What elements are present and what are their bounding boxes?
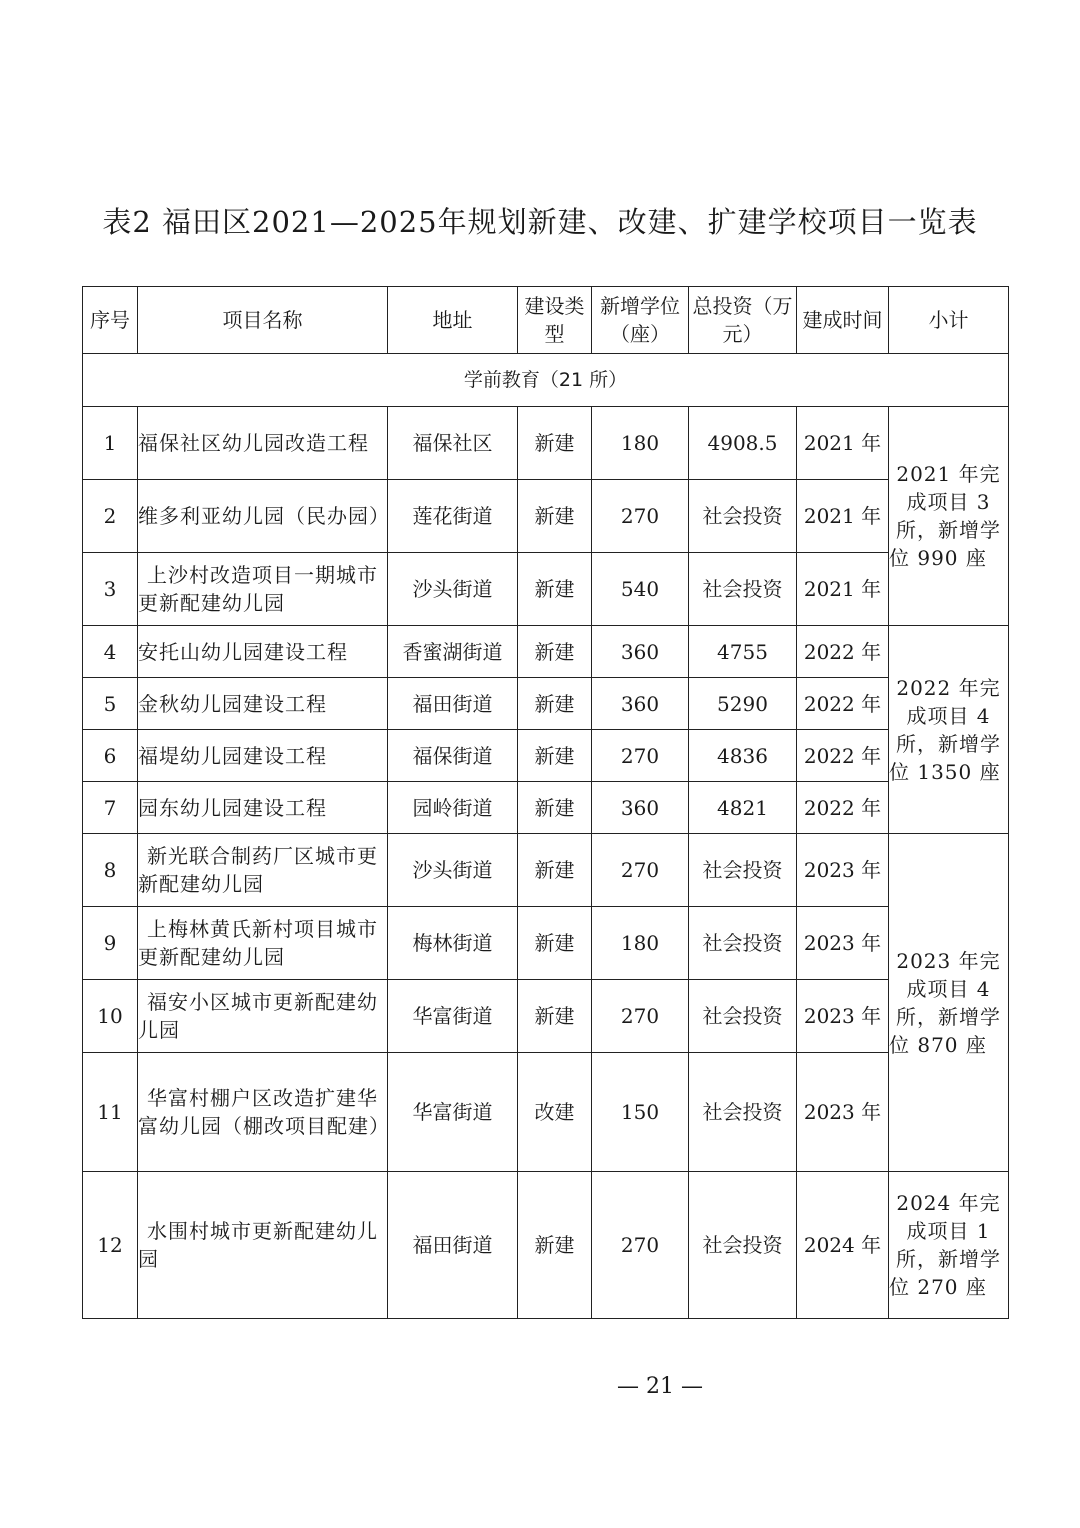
cell-investment: 社会投资 — [689, 480, 797, 553]
cell-year: 2022 年 — [797, 678, 889, 730]
cell-seats: 150 — [592, 1053, 689, 1172]
cell-year: 2022 年 — [797, 626, 889, 678]
cell-address: 沙头街道 — [388, 553, 518, 626]
header-address: 地址 — [388, 287, 518, 354]
cell-name: 华富村棚户区改造扩建华富幼儿园（棚改项目配建） — [138, 1053, 388, 1172]
cell-seq: 2 — [83, 480, 138, 553]
cell-type: 新建 — [518, 626, 592, 678]
cell-seats: 360 — [592, 626, 689, 678]
cell-seq: 8 — [83, 834, 138, 907]
cell-address: 沙头街道 — [388, 834, 518, 907]
table-row — [83, 480, 1009, 553]
table-row — [83, 907, 1009, 980]
cell-type: 新建 — [518, 553, 592, 626]
page-title: 表2 福田区2021—2025年规划新建、改建、扩建学校项目一览表 — [102, 205, 978, 239]
cell-name: 上沙村改造项目一期城市更新配建幼儿园 — [138, 553, 388, 626]
cell-type: 新建 — [518, 730, 592, 782]
cell-year: 2023 年 — [797, 1053, 889, 1172]
cell-name: 水围村城市更新配建幼儿园 — [138, 1172, 388, 1319]
table-row — [83, 678, 1009, 730]
cell-seats: 270 — [592, 730, 689, 782]
cell-type: 新建 — [518, 1172, 592, 1319]
cell-type: 新建 — [518, 782, 592, 834]
table-row — [83, 834, 1009, 907]
cell-seq: 3 — [83, 553, 138, 626]
cell-seats: 180 — [592, 407, 689, 480]
cell-address: 香蜜湖街道 — [388, 626, 518, 678]
cell-investment: 社会投资 — [689, 980, 797, 1053]
cell-seats: 270 — [592, 1172, 689, 1319]
cell-type: 新建 — [518, 834, 592, 907]
subtotal-2021: 2021 年完成项目 3 所，新增学位 990 座 — [889, 407, 1009, 626]
header-subtotal: 小计 — [889, 287, 1009, 354]
table-row — [83, 553, 1009, 626]
header-name: 项目名称 — [138, 287, 388, 354]
cell-address: 福田街道 — [388, 1172, 518, 1319]
cell-investment: 社会投资 — [689, 907, 797, 980]
cell-name: 园东幼儿园建设工程 — [138, 782, 388, 834]
cell-seats: 270 — [592, 834, 689, 907]
subtotal-2023: 2023 年完成项目 4 所，新增学位 870 座 — [889, 834, 1009, 1172]
cell-address: 福保社区 — [388, 407, 518, 480]
cell-investment: 社会投资 — [689, 834, 797, 907]
cell-address: 华富街道 — [388, 980, 518, 1053]
cell-investment: 社会投资 — [689, 1172, 797, 1319]
header-seq: 序号 — [83, 287, 138, 354]
cell-year: 2022 年 — [797, 782, 889, 834]
cell-type: 新建 — [518, 907, 592, 980]
cell-seq: 12 — [83, 1172, 138, 1319]
cell-year: 2024 年 — [797, 1172, 889, 1319]
cell-year: 2023 年 — [797, 980, 889, 1053]
table-row — [83, 730, 1009, 782]
cell-seq: 9 — [83, 907, 138, 980]
cell-name: 上梅林黄氏新村项目城市更新配建幼儿园 — [138, 907, 388, 980]
table-row — [83, 1053, 1009, 1172]
cell-name: 金秋幼儿园建设工程 — [138, 678, 388, 730]
cell-name: 福保社区幼儿园改造工程 — [138, 407, 388, 480]
section-title: 学前教育（21 所） — [83, 354, 1009, 407]
cell-year: 2021 年 — [797, 553, 889, 626]
cell-investment: 社会投资 — [689, 1053, 797, 1172]
cell-investment: 4755 — [689, 626, 797, 678]
cell-investment: 5290 — [689, 678, 797, 730]
cell-type: 新建 — [518, 407, 592, 480]
cell-address: 梅林街道 — [388, 907, 518, 980]
cell-seq: 6 — [83, 730, 138, 782]
cell-investment: 4821 — [689, 782, 797, 834]
cell-seq: 7 — [83, 782, 138, 834]
cell-investment: 4908.5 — [689, 407, 797, 480]
subtotal-2022: 2022 年完成项目 4 所，新增学位 1350 座 — [889, 626, 1009, 834]
table-row — [83, 407, 1009, 480]
school-projects-table — [82, 286, 1009, 1319]
header-investment: 总投资（万元） — [689, 287, 797, 354]
cell-name: 维多利亚幼儿园（民办园） — [138, 480, 388, 553]
cell-seats: 180 — [592, 907, 689, 980]
header-row — [83, 287, 1009, 354]
header-seats: 新增学位（座） — [592, 287, 689, 354]
cell-address: 福田街道 — [388, 678, 518, 730]
table-row — [83, 980, 1009, 1053]
page-number: — 21 — — [617, 1374, 703, 1399]
cell-year: 2023 年 — [797, 907, 889, 980]
cell-type: 新建 — [518, 480, 592, 553]
cell-seq: 1 — [83, 407, 138, 480]
cell-year: 2021 年 — [797, 480, 889, 553]
cell-year: 2021 年 — [797, 407, 889, 480]
cell-seats: 540 — [592, 553, 689, 626]
table-row — [83, 1172, 1009, 1319]
cell-name: 福安小区城市更新配建幼儿园 — [138, 980, 388, 1053]
cell-seats: 360 — [592, 782, 689, 834]
cell-type: 改建 — [518, 1053, 592, 1172]
header-year: 建成时间 — [797, 287, 889, 354]
cell-seq: 4 — [83, 626, 138, 678]
cell-year: 2022 年 — [797, 730, 889, 782]
table-row — [83, 782, 1009, 834]
cell-investment: 社会投资 — [689, 553, 797, 626]
subtotal-2024: 2024 年完成项目 1 所，新增学位 270 座 — [889, 1172, 1009, 1319]
cell-address: 园岭街道 — [388, 782, 518, 834]
cell-investment: 4836 — [689, 730, 797, 782]
cell-type: 新建 — [518, 678, 592, 730]
cell-address: 莲花街道 — [388, 480, 518, 553]
cell-seq: 5 — [83, 678, 138, 730]
section-row — [83, 354, 1009, 407]
table-row — [83, 626, 1009, 678]
cell-seq: 10 — [83, 980, 138, 1053]
header-type: 建设类型 — [518, 287, 592, 354]
cell-name: 安托山幼儿园建设工程 — [138, 626, 388, 678]
cell-address: 华富街道 — [388, 1053, 518, 1172]
cell-name: 新光联合制药厂区城市更新配建幼儿园 — [138, 834, 388, 907]
cell-seats: 360 — [592, 678, 689, 730]
cell-seats: 270 — [592, 480, 689, 553]
cell-type: 新建 — [518, 980, 592, 1053]
cell-seq: 11 — [83, 1053, 138, 1172]
cell-address: 福保街道 — [388, 730, 518, 782]
cell-seats: 270 — [592, 980, 689, 1053]
cell-year: 2023 年 — [797, 834, 889, 907]
cell-name: 福堤幼儿园建设工程 — [138, 730, 388, 782]
